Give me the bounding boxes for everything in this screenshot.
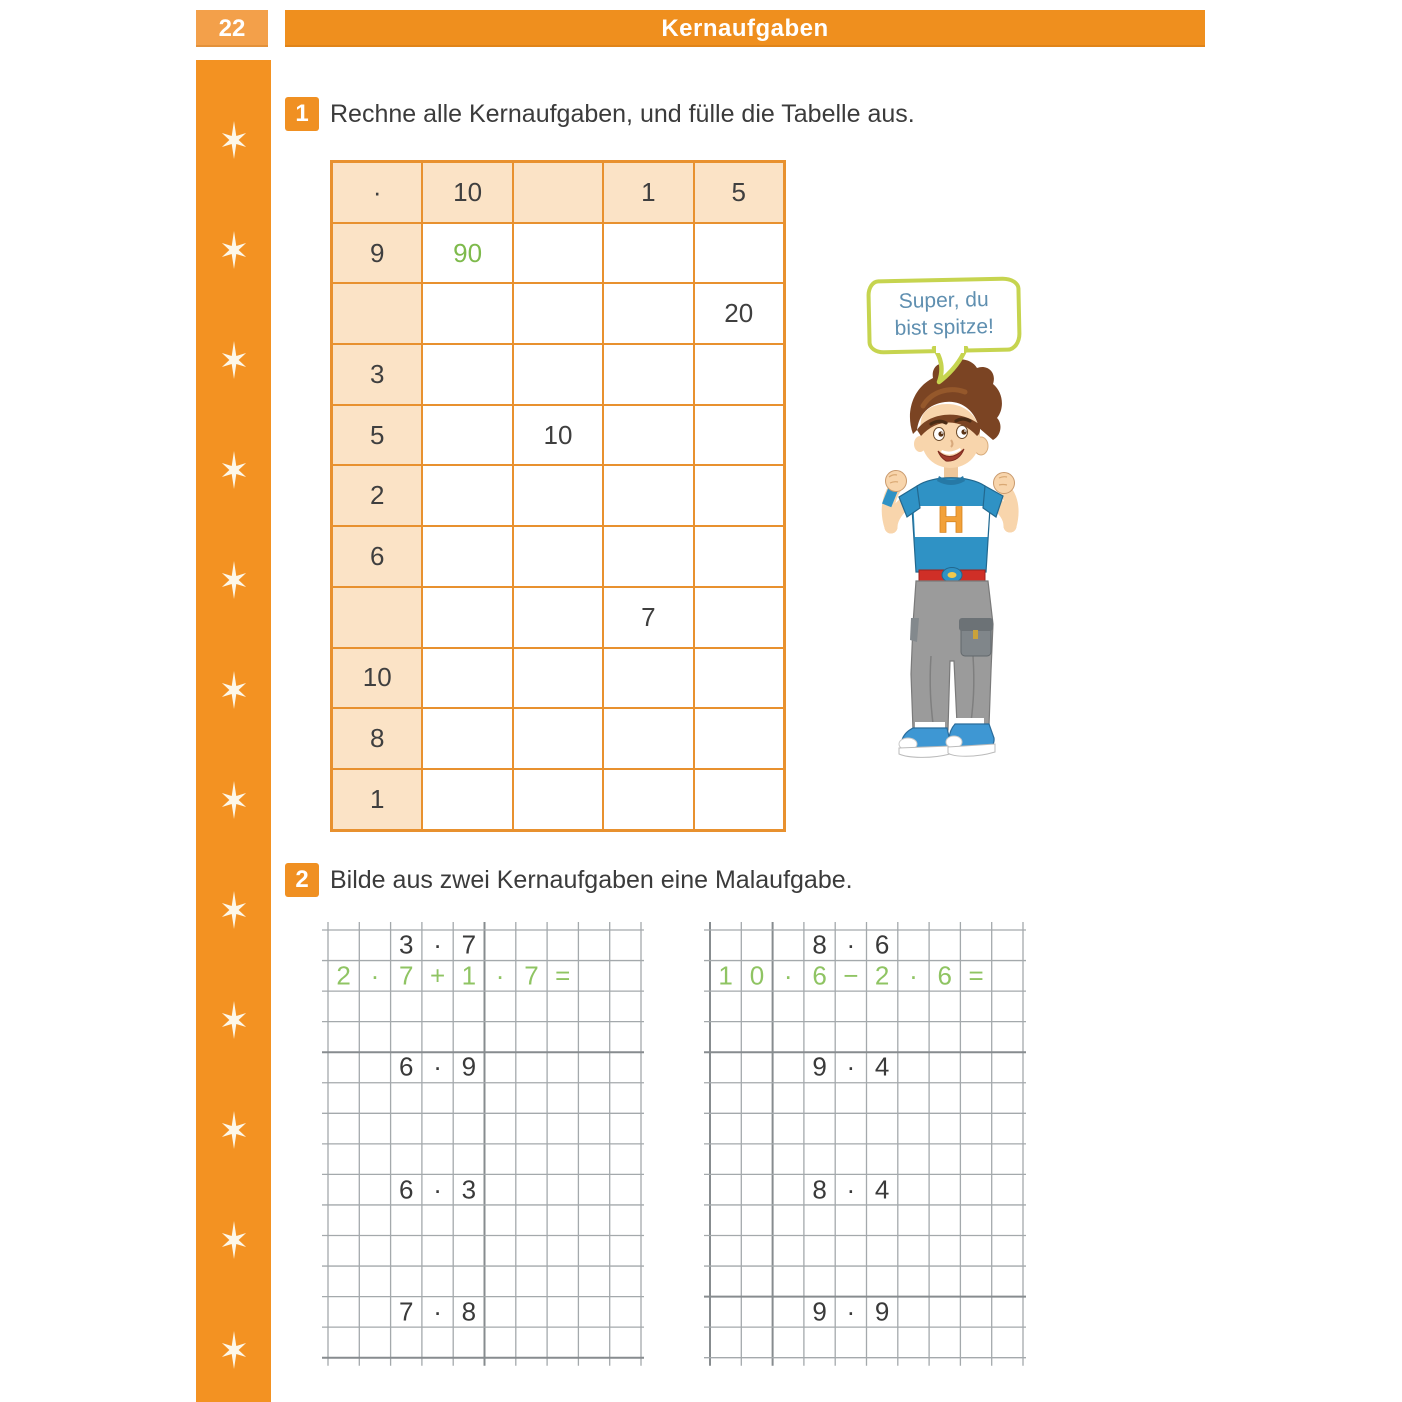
worked-example-digit: 7 xyxy=(524,960,539,991)
row-label-cell: 10 xyxy=(332,648,423,709)
answer-cell[interactable] xyxy=(603,708,693,769)
sidebar-star xyxy=(214,560,254,600)
row-label-cell: 5 xyxy=(332,405,423,466)
sidebar-star xyxy=(214,450,254,490)
problem-digit: 6 xyxy=(399,1174,414,1205)
sidebar-star xyxy=(214,230,254,270)
sidebar-star xyxy=(214,1110,254,1150)
answer-cell[interactable] xyxy=(513,465,603,526)
speech-bubble xyxy=(866,276,1022,354)
answer-cell[interactable] xyxy=(694,526,785,587)
worked-example-digit: · xyxy=(495,960,505,991)
row-label-cell: 9 xyxy=(332,223,423,284)
answer-cell[interactable] xyxy=(513,587,603,648)
star-icon xyxy=(214,340,254,380)
task2-instruction: Bilde aus zwei Kernaufgaben eine Malaufgabe. xyxy=(330,866,853,894)
worked-example-digit: · xyxy=(783,960,793,991)
working-grid-right[interactable] xyxy=(704,916,1030,1368)
problem-digit: 9 xyxy=(812,1296,827,1327)
problem-digit: 9 xyxy=(461,1051,477,1082)
star-icon xyxy=(214,450,254,490)
worked-example-digit: 2 xyxy=(874,960,890,991)
star-icon xyxy=(214,560,254,600)
answer-cell[interactable] xyxy=(694,223,785,284)
worked-example-digit: = xyxy=(968,960,984,991)
table-header-cell: 1 xyxy=(603,162,693,223)
answer-cell[interactable] xyxy=(422,465,512,526)
worked-example-digit: 2 xyxy=(336,960,351,991)
row-label-cell: 6 xyxy=(332,526,423,587)
answer-cell[interactable] xyxy=(603,283,693,344)
problem-digit: 9 xyxy=(812,1051,827,1082)
problem-digit: 9 xyxy=(874,1296,890,1327)
sidebar-star xyxy=(214,120,254,160)
row-label-cell: 2 xyxy=(332,465,423,526)
worked-example-digit: 0 xyxy=(749,960,765,991)
star-icon xyxy=(214,1220,254,1260)
answer-cell[interactable] xyxy=(513,708,603,769)
star-icon xyxy=(214,1000,254,1040)
row-label-cell: 1 xyxy=(332,769,423,830)
problem-digit: · xyxy=(846,1174,856,1205)
answer-cell[interactable] xyxy=(603,405,693,466)
answer-cell[interactable] xyxy=(694,405,785,466)
star-icon xyxy=(214,890,254,930)
answer-cell[interactable] xyxy=(513,283,603,344)
answer-cell[interactable] xyxy=(422,344,512,405)
answer-cell[interactable] xyxy=(603,526,693,587)
star-icon xyxy=(214,230,254,270)
worked-example-digit: 6 xyxy=(937,960,952,991)
problem-digit: 8 xyxy=(461,1296,477,1327)
star-icon xyxy=(214,670,254,710)
worked-example-digit: 7 xyxy=(399,960,414,991)
problem-digit: 8 xyxy=(812,929,827,960)
worked-example-digit: 1 xyxy=(461,960,477,991)
problem-digit: 7 xyxy=(399,1296,414,1327)
problem-digit: 3 xyxy=(399,929,414,960)
problem-digit: 6 xyxy=(874,929,890,960)
working-grid-left[interactable] xyxy=(322,916,648,1368)
worked-example-digit: − xyxy=(843,960,859,991)
sidebar-star xyxy=(214,890,254,930)
problem-digit: 4 xyxy=(874,1051,890,1082)
answer-cell[interactable] xyxy=(422,526,512,587)
answer-cell[interactable] xyxy=(422,405,512,466)
problem-digit: · xyxy=(846,929,856,960)
answer-cell[interactable] xyxy=(513,769,603,830)
answer-cell[interactable] xyxy=(422,587,512,648)
answer-cell[interactable] xyxy=(513,223,603,284)
row-label-answer-cell[interactable] xyxy=(332,283,423,344)
shirt-letter: H xyxy=(938,499,964,540)
sidebar-star xyxy=(214,340,254,380)
problem-digit: · xyxy=(846,1296,856,1327)
worked-example-digit: · xyxy=(370,960,380,991)
sidebar xyxy=(196,60,271,1402)
table-header-cell: 10 xyxy=(422,162,512,223)
answer-cell[interactable] xyxy=(694,465,785,526)
speech-line-1: Super, du xyxy=(898,288,989,313)
speech-line-2: bist spitze! xyxy=(894,314,995,341)
sidebar-star xyxy=(214,1220,254,1260)
given-product-cell: 10 xyxy=(513,405,603,466)
problem-digit: · xyxy=(433,929,442,960)
table-header-answer-cell[interactable] xyxy=(513,162,603,223)
boy-mascot-illustration xyxy=(853,356,1103,776)
problem-digit: 8 xyxy=(812,1174,827,1205)
worked-example-digit: 1 xyxy=(718,960,733,991)
answer-cell[interactable] xyxy=(694,344,785,405)
problem-digit: 7 xyxy=(461,929,477,960)
task2-number-badge: 2 xyxy=(285,863,319,897)
sidebar-star xyxy=(214,1330,254,1370)
answer-cell[interactable] xyxy=(603,465,693,526)
answer-cell[interactable] xyxy=(513,648,603,709)
row-label-answer-cell[interactable] xyxy=(332,587,423,648)
answer-cell[interactable] xyxy=(603,648,693,709)
problem-digit: 4 xyxy=(874,1174,890,1205)
table-header-cell: · xyxy=(332,162,423,223)
star-icon xyxy=(214,1330,254,1370)
multiplication-table xyxy=(330,160,786,832)
row-label-cell: 3 xyxy=(332,344,423,405)
star-icon xyxy=(214,120,254,160)
sidebar-star xyxy=(214,670,254,710)
answer-cell[interactable] xyxy=(603,769,693,830)
page-number: 22 xyxy=(196,10,268,47)
answer-cell[interactable] xyxy=(694,648,785,709)
answer-cell[interactable] xyxy=(603,344,693,405)
sidebar-star xyxy=(214,1000,254,1040)
problem-digit: · xyxy=(433,1296,442,1327)
speech-bubble-tail xyxy=(930,346,980,388)
sidebar-star xyxy=(214,780,254,820)
answer-cell[interactable] xyxy=(513,344,603,405)
task1-instruction: Rechne alle Kernaufgaben, und fülle die Tabelle aus. xyxy=(330,100,915,128)
problem-digit: · xyxy=(433,1174,442,1205)
problem-digit: 3 xyxy=(461,1174,477,1205)
worked-example-digit: + xyxy=(429,960,446,991)
worked-example-digit: = xyxy=(555,960,571,991)
given-product-cell: 20 xyxy=(694,283,785,344)
answer-cell[interactable] xyxy=(694,769,785,830)
answer-cell[interactable] xyxy=(694,587,785,648)
answer-cell[interactable] xyxy=(422,708,512,769)
answer-cell[interactable] xyxy=(422,283,512,344)
given-product-cell: 90 xyxy=(422,223,512,284)
answer-cell[interactable] xyxy=(422,648,512,709)
problem-digit: · xyxy=(846,1051,856,1082)
answer-cell[interactable] xyxy=(422,769,512,830)
problem-digit: · xyxy=(433,1051,442,1082)
task1-number-badge: 1 xyxy=(285,97,319,131)
row-label-cell: 8 xyxy=(332,708,423,769)
answer-cell[interactable] xyxy=(513,526,603,587)
worked-example-digit: 6 xyxy=(812,960,827,991)
star-icon xyxy=(214,1110,254,1150)
page-title: Kernaufgaben xyxy=(285,10,1205,47)
answer-cell[interactable] xyxy=(694,708,785,769)
problem-digit: 6 xyxy=(399,1051,414,1082)
star-icon xyxy=(214,780,254,820)
table-header-cell: 5 xyxy=(694,162,785,223)
answer-cell[interactable] xyxy=(603,223,693,284)
worked-example-digit: · xyxy=(909,960,918,991)
given-product-cell: 7 xyxy=(603,587,693,648)
